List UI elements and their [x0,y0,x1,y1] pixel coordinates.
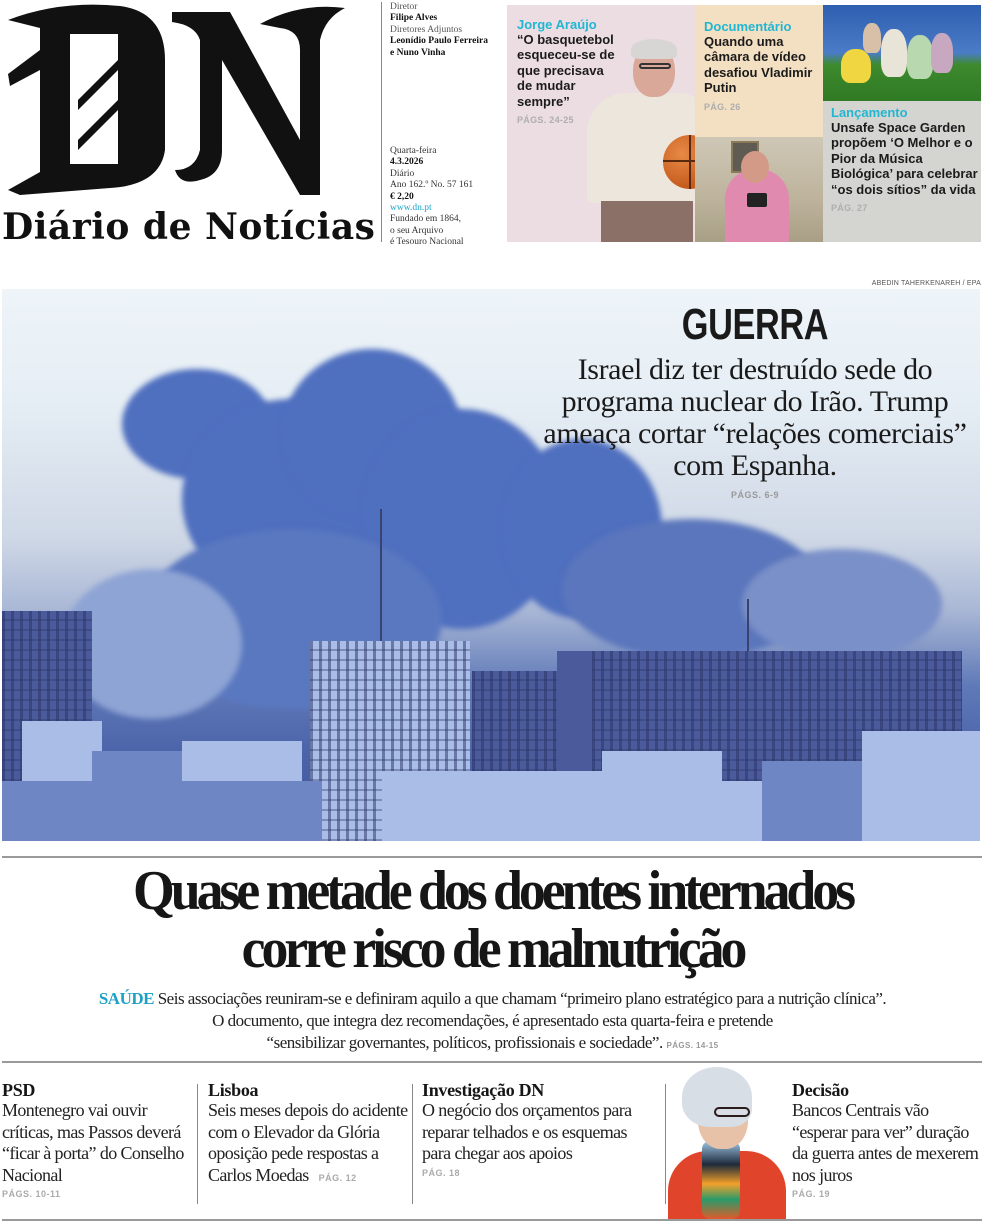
story-page-ref: PÁGS. 10-11 [2,1189,61,1199]
deputy-label: Diretores Adjuntos [390,24,463,35]
founded-note: Fundado em 1864, [390,214,461,225]
teaser-kicker: Jorge Araújo [517,17,597,32]
founded-note-2: o seu Arquivo [390,225,444,236]
column-divider [665,1084,666,1204]
masthead [0,0,376,250]
edition-frequency: Diário [390,168,415,179]
teaser-headline: Quando uma câmara de vídeo desafiou Vladimir Putin [704,34,813,96]
director-name: Filipe Alves [390,13,438,24]
website-link[interactable]: www.dn.pt [390,203,432,214]
story-psd[interactable] [2,1080,192,1199]
teaser-kicker: Documentário [704,19,792,34]
teaser-headline: Unsafe Space Garden propõem ‘O Melhor e o Pior da Música Biológica’ para celebrar “os dois sítios” da vida [831,120,978,197]
teaser-documentario[interactable] [695,5,823,242]
city-skyline [2,601,980,841]
lead-headline-2: corre risco de malnutrição [241,918,744,980]
deputy-names: Leonídio Paulo Ferreira [390,36,488,47]
story-lisboa[interactable] [208,1080,408,1189]
edition-issue: Ano 162.º No. 57 161 [390,180,474,191]
filmmaker-photo [695,137,823,242]
photo-credit: ABEDIN TAHERKENAREH / EPA [871,280,981,287]
teaser-page-ref: PÁG. 26 [704,101,741,112]
lead-headline: Quase metade dos doentes internados [132,860,853,922]
imprint-staff [390,2,500,59]
section-divider [2,1219,982,1221]
teaser-page-ref: PÁG. 27 [831,203,868,214]
dn-logo-icon [0,0,360,205]
founded-note-3: é Tesouro Nacional [390,237,464,248]
story-kicker: Investigação DN [422,1080,544,1100]
edition-date: 4.3.2026 [390,157,424,168]
edition-weekday: Quarta-feira [390,146,437,156]
teaser-lancamento[interactable] [823,5,981,242]
story-kicker: Lisboa [208,1080,259,1100]
teaser-page-ref: PÁGS. 24-25 [517,115,574,126]
banker-portrait [668,1063,788,1219]
teaser-jorge-araujo[interactable] [507,5,695,242]
story-headline: Montenegro vai ouvir críticas, mas Passos deverá “ficar à porta” do Conselho Nacional [2,1100,184,1185]
director-label: Diretor [390,2,418,12]
hero-kicker: GUERRA [681,300,829,349]
band-photo [823,5,981,101]
story-decisao[interactable] [792,1080,982,1199]
lead-deck [0,988,985,1057]
story-kicker: PSD [2,1080,36,1100]
deck-line: Seis associações reuniram-se e definiram aquilo a que chamam “primeiro plano estratégico para a nutrição clínica”. [157,989,887,1008]
teaser-kicker: Lançamento [831,105,908,120]
section-tag: SAÚDE [98,989,154,1008]
imprint-edition [390,146,500,249]
divider [381,2,382,242]
lead-page-ref: PÁGS. 14-15 [666,1041,719,1050]
camera-icon [747,193,767,207]
masthead-title: Diário de Notícias [2,206,376,248]
deck-line-3: “sensibilizar governantes, políticos, profissionais e sociedade”. [266,1033,663,1052]
story-page-ref: PÁG. 19 [792,1189,831,1199]
hero-story[interactable] [540,300,970,500]
lead-story[interactable] [0,862,985,978]
section-divider [2,856,982,858]
deck-line-2: O documento, que integra dez recomendações, é apresentado esta quarta-feira e pretende [212,1011,773,1030]
column-divider [412,1084,413,1204]
deputy-names-2: e Nuno Vinha [390,47,446,58]
story-headline: O negócio dos orçamentos para reparar telhados e os esquemas para chegar aos apoios [422,1100,632,1163]
hero-page-ref: PÁGS. 6-9 [730,490,779,500]
hero-headline: Israel diz ter destruído sede do programa nuclear do Irão. Trump ameaça cortar “relações comerciais” com Espanha. [543,353,967,482]
story-page-ref: PÁG. 18 [422,1167,461,1178]
teaser-strip [507,5,981,242]
story-kicker: Decisão [792,1080,849,1100]
story-headline: Bancos Centrais vão “esperar para ver” duração da guerra antes de mexerem nos juros [792,1100,979,1185]
column-divider [197,1084,198,1204]
story-headline: Seis meses depois do acidente com o Elevador da Glória oposição pede respostas a Carlos Moedas [208,1100,408,1185]
story-page-ref: PÁG. 12 [318,1172,357,1183]
story-investigacao[interactable] [422,1080,647,1178]
teaser-headline: “O basquetebol esqueceu-se de que precisava de mudar sempre” [517,32,615,109]
section-divider [2,1061,982,1063]
edition-price: € 2,20 [390,191,414,202]
